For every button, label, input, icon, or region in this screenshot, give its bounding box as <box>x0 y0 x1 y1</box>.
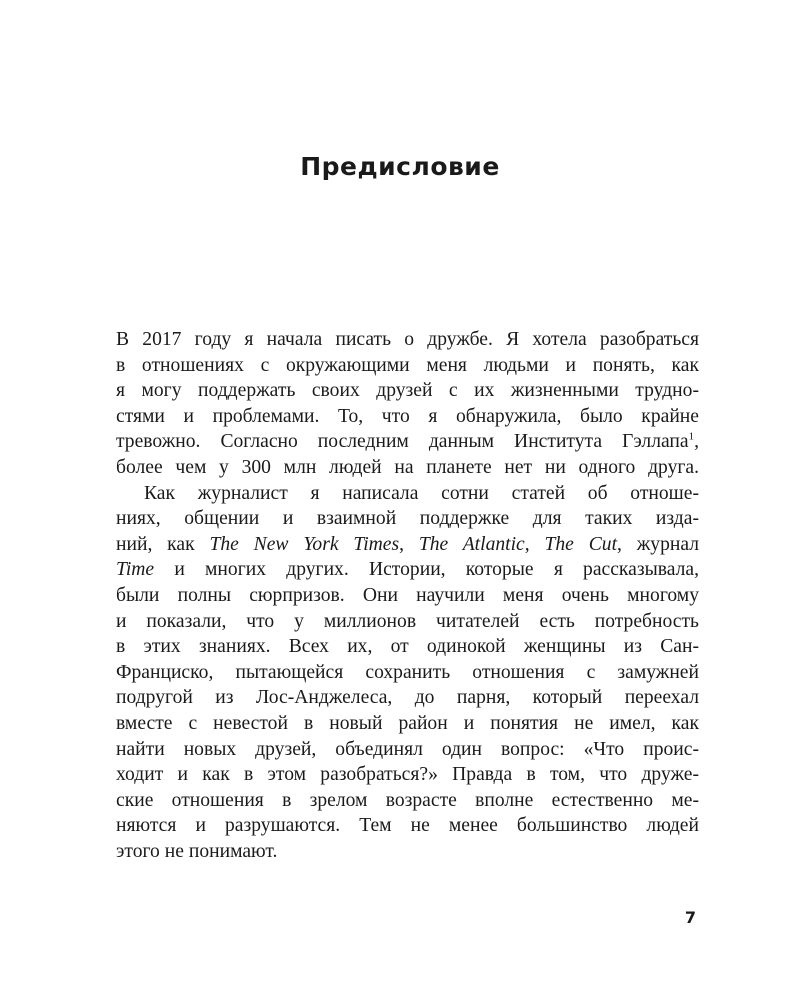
page-title: Предисловие <box>300 152 500 181</box>
text-line: более чем у 300 млн людей на планете нет ни одного друга. <box>116 456 699 478</box>
text-line <box>116 532 699 558</box>
text-line: вместе с невестой в новый район и понятия не имел, как <box>116 712 699 734</box>
text-line: стями и проблемами. То, что я обнаружила, было крайне <box>116 405 699 427</box>
page-number: 7 <box>684 908 696 927</box>
text-fragment: ний, как <box>116 533 210 555</box>
footnote-marker: 1 <box>688 430 695 443</box>
text-fragment: и многих других. Истории, которые я рассказывала, <box>154 559 699 581</box>
text-line: ниях, общении и взаимной поддержке для таких изда- <box>116 508 699 530</box>
text-line: я могу поддержать своих друзей с их жизненными трудно- <box>116 380 699 402</box>
text-fragment: тревожно. Согласно последним данным Института Гэллапа <box>116 431 689 453</box>
paragraph-2 <box>116 481 699 865</box>
text-fragment: , <box>524 533 545 555</box>
text-fragment: , <box>399 533 419 555</box>
text-line: этого не понимают. <box>116 840 278 862</box>
text-line: в этих знаниях. Всех их, от одинокой женщины из Сан- <box>116 636 699 658</box>
text-line: в отношениях с окружающими меня людьми и понять, как <box>116 354 699 376</box>
text-line: ские отношения в зрелом возрасте вполне естественно ме- <box>116 789 699 811</box>
body-text <box>116 327 699 864</box>
text-line: Как журналист я написала сотни статей об отноше- <box>144 482 699 504</box>
publication-title: The New York Times <box>209 533 400 555</box>
publication-title: The Atlantic <box>418 533 525 555</box>
publication-title: The Cut <box>544 533 618 555</box>
text-line: найти новых друзей, объединял один вопрос: «Что проис- <box>116 738 699 760</box>
text-line: подругой из Лос-Анджелеса, до парня, который переехал <box>116 687 699 709</box>
text-line: и показали, что у миллионов читателей есть потребность <box>116 610 699 632</box>
text-line: ходит и как в этом разобраться?» Правда в том, что друже- <box>116 764 699 786</box>
text-fragment: , журнал <box>617 533 700 555</box>
text-line: няются и разрушаются. Тем не менее большинство людей <box>116 815 699 837</box>
publication-title: Time <box>116 559 155 581</box>
text-line <box>116 557 699 583</box>
text-line: Франциско, пытающейся сохранить отношения с замужней <box>116 661 699 683</box>
text-line: тревожно. Согласно последним данным Института Гэллапа$^1$, <box>116 430 699 453</box>
text-line: В 2017 году я начала писать о дружбе. Я хотела разобраться <box>116 329 699 350</box>
paragraph-1 <box>116 327 699 481</box>
text-line: были полны сюрпризов. Они научили меня очень многому <box>116 584 699 606</box>
